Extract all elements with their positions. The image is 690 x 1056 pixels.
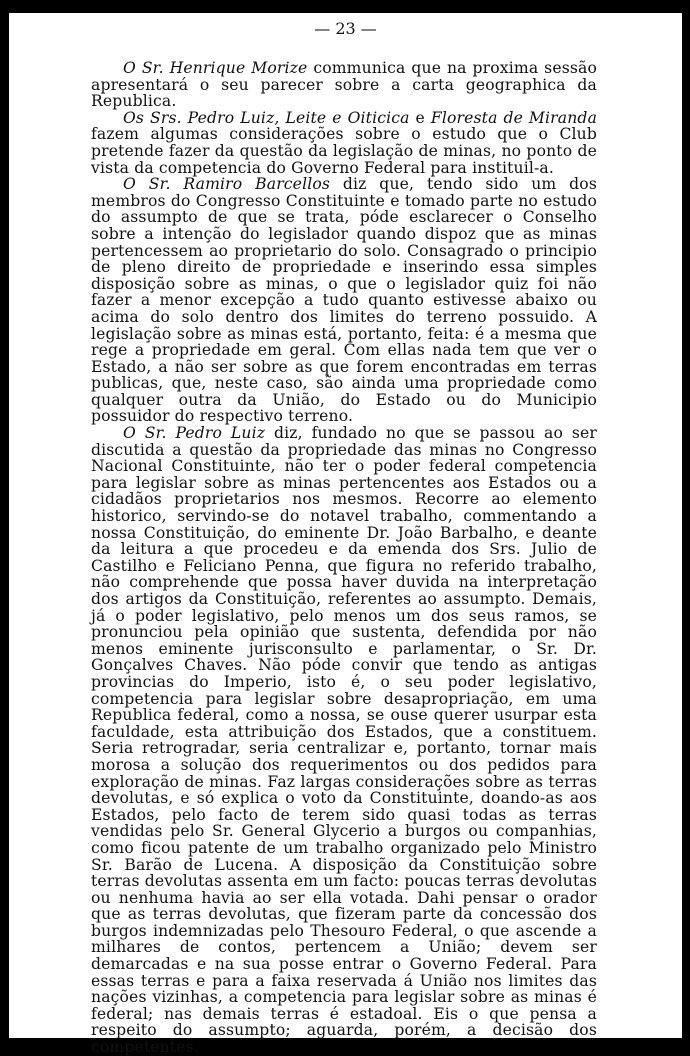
speaker-name: O Sr. Henrique Morize [123,59,308,77]
document-page [9,13,682,1056]
paragraph-4 [91,425,597,1056]
paragraph-text: fazem algumas considerações sobre o estudo que o Club pretende fazer da questão da legislação de minas, no ponto de vista da competencia do Governo Federal para instituil-a. [91,125,597,177]
page-number: — 23 — [314,19,377,38]
paragraph-text: diz que, tendo sido um dos membros do Congresso Constituinte e tomado parte no estudo do assumpto de que se trata, póde esclarecer o Conselho sobre a intenção do legislador quando dispoz que as minas pertencessem ao proprietario do solo. Consagrado o principio de pleno direito de propriedade e inserindo essa simples disposição sobre as minas, o que o legislador quiz foi não fazer a menor excepção a tudo quanto estivesse abaixo ou acima do solo dentro dos limites do terreno possuido. A legislação sobre as minas está, portanto, feita: é a mesma que rege a propriedade em geral. Com ellas nada tem que ver o Estado, a não ser sobre as que forem encontradas em terras publicas, que, neste caso, são ainda uma propriedade como qualquer outra da União, do Estado ou do Municipio possuidor do respectivo terreno. [91,175,597,426]
paragraph-2 [91,110,597,176]
speaker-name: O Sr. Pedro Luiz [123,424,266,443]
paragraph-3 [91,176,597,425]
speaker-name-2: Floresta de Miranda [430,108,598,127]
paragraph-text: diz, fundado no que se passou ao ser discutida a questão da propriedade das minas no Congresso Nacional Constituinte, não ter o poder federal competencia para legislar sobre as minas pertencentes aos Estados ou a cidadãos proprietarios nos mesmos. Recorre ao elemento historico, servindo-se do notavel trabalho, commentando a nossa Constituição, do eminente Dr. João Barbalho, e deante da leitura a que procedeu e da emenda dos Srs. Julio de Castilho e Feliciano Penna, que figura no referido trabalho, não comprehende que possa haver duvida na interpretação dos artigos da Constituição, referentes ao assumpto. Demais, já o poder legislativo, pelo menos um dos seus ramos, se pronunciou pela opinião que sustenta, defendida por não menos eminente jurisconsulto e parlamentar, o Sr. Dr. Gonçalves Chaves. Não póde convir que tendo as antigas provincias do Imperio, isto é, o seu poder legislativo, competencia para legislar sobre desapropriação, em uma Republica federal, como a nossa, se ouse querer usurpar esta faculdade, esta attribuição dos Estados, que a constituem. Seria retrogradar, seria centralizar e, portanto, tornar mais morosa a solução dos requerimentos ou dos pedidos para exploração de minas. Faz largas considerações sobre as terras devolutas, e só explica o voto da Constituinte, doando-as aos Estados, pelo facto de terem sido quasi todas as terras vendidas pelo Sr. General Glycerio a burgos ou companhias, como ficou patente de um trabalho organizado pelo Ministro Sr. Barão de Lucena. A disposição da Constituição sobre terras devolutas assenta em um facto: poucas terras devolutas ou nenhuma havia ao ser ella votada. Dahi pensar o orador que as terras devolutas, que fizeram parte da concessão dos burgos indemnizadas pelo Thesouro Federal, o que ascende a milhares de contos, pertencem a União; devem ser demarcadas e na sua posse entrar o Governo Federal. Para essas terras e para a faixa reservada á União nos limites das nações vizinhas, a competencia para legislar sobre as minas é federal; nas demais terras é estadoal. Eis o que pensa a respeito do assumpto; aguarda, porém, a decisão dos competentes. [91,424,597,1056]
speaker-name: O Sr. Ramiro Barcellos [123,175,331,194]
paragraph-text: communica que na proxima sessão apresentará o seu parecer sobre a carta geographica da Republica. [91,59,597,111]
paragraph-1 [91,60,597,110]
speaker-name: Os Srs. Pedro Luiz, Leite e Oiticica [123,108,410,127]
body-text [91,60,597,1056]
paragraph-connector: e [409,108,431,127]
